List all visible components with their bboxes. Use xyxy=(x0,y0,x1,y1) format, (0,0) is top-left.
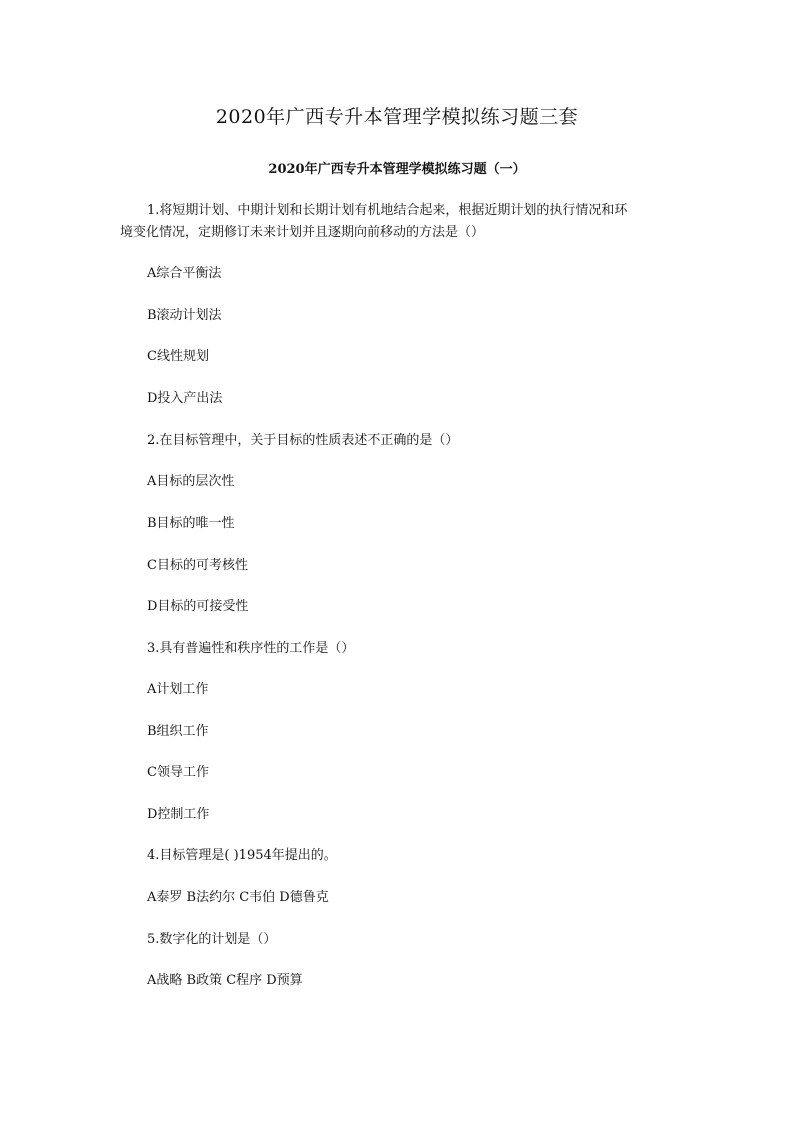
question-3-option-c: C领导工作 xyxy=(147,765,209,780)
question-1-option-b: B滚动计划法 xyxy=(147,308,222,323)
question-1-option-a: A综合平衡法 xyxy=(147,266,222,281)
question-3-option-d: D控制工作 xyxy=(147,807,210,822)
question-4-options: A泰罗 B法约尔 C韦伯 D德鲁克 xyxy=(147,890,329,905)
question-5-stem: 5.数字化的计划是（） xyxy=(147,932,277,947)
question-3-option-b: B组织工作 xyxy=(147,724,209,739)
question-1-option-d: D投入产出法 xyxy=(147,391,223,406)
question-2-option-b: B目标的唯一性 xyxy=(147,516,235,531)
document-title: 2020年广西专升本管理学模拟练习题三套 xyxy=(215,106,579,128)
question-4-stem: 4.目标管理是( )1954年提出的。 xyxy=(147,848,337,863)
question-1-stem-line-1: 1.将短期计划、中期计划和长期计划有机地结合起来，根据近期计划的执行情况和环 xyxy=(147,203,628,218)
question-1-option-c: C线性规划 xyxy=(147,349,209,364)
question-3-option-a: A计划工作 xyxy=(147,682,209,697)
question-2-option-a: A目标的层次性 xyxy=(147,474,235,489)
question-3-stem: 3.具有普遍性和秩序性的工作是（） xyxy=(147,641,355,656)
question-2-option-d: D目标的可接受性 xyxy=(147,599,249,614)
question-2-stem: 2.在目标管理中，关于目标的性质表述不正确的是（） xyxy=(147,433,459,448)
question-1-stem-line-2: 境变化情况，定期修订未来计划并且逐期向前移动的方法是（） xyxy=(120,225,485,240)
document-subtitle: 2020年广西专升本管理学模拟练习题（一） xyxy=(268,162,526,177)
question-5-options: A战略 B政策 C程序 D预算 xyxy=(147,973,303,988)
question-2-option-c: C目标的可考核性 xyxy=(147,558,248,573)
